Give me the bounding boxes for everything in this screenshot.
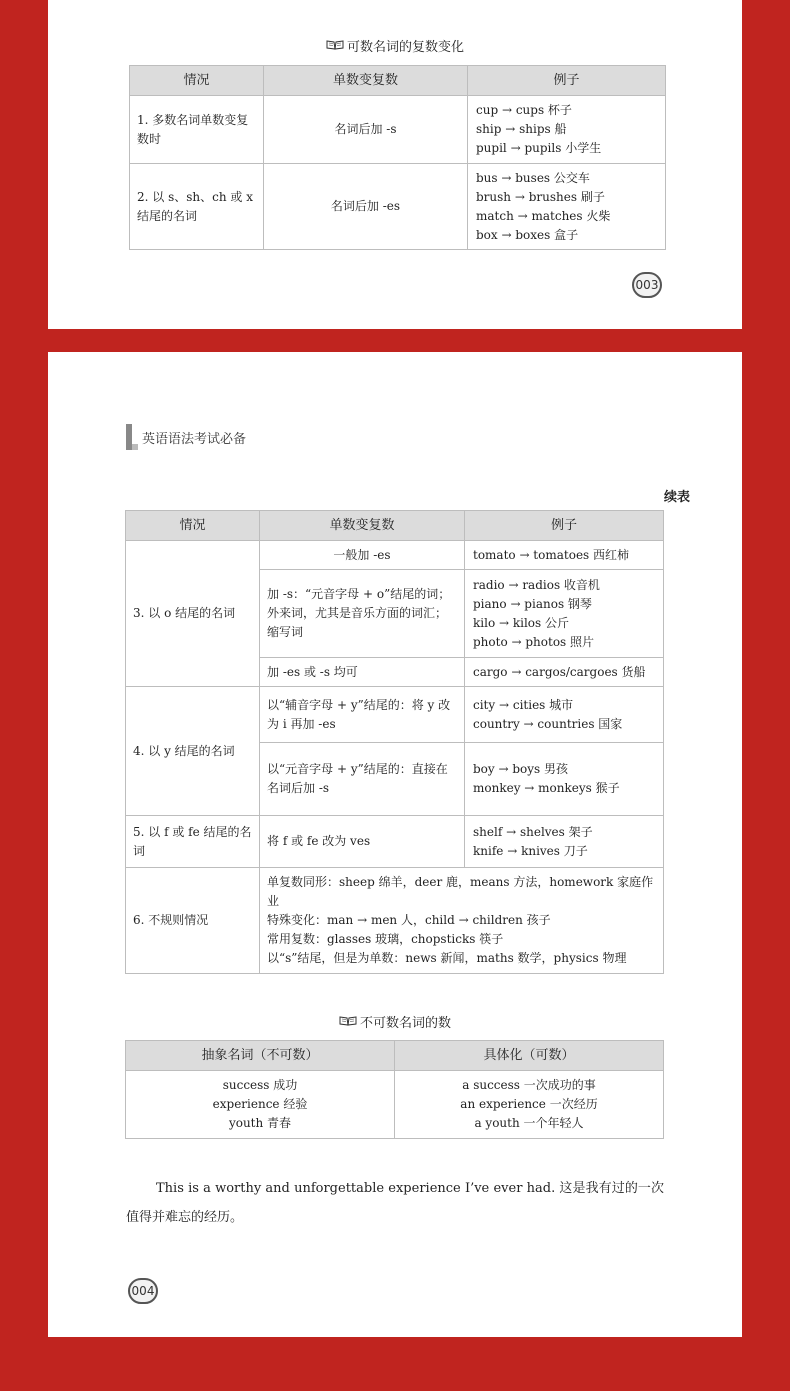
example-line: box → boxes 盒子 <box>476 227 579 242</box>
uncountable-noun-table <box>125 1040 664 1139</box>
page-number: 004 <box>128 1278 158 1304</box>
example-line: pupil → pupils 小学生 <box>476 141 602 155</box>
example-line: monkey → monkeys 猴子 <box>473 781 620 795</box>
book-icon <box>326 40 344 50</box>
header-examples: 例子 <box>465 511 664 541</box>
countable-plural-table <box>129 65 666 250</box>
irregular-rules-cell <box>260 868 664 974</box>
situation-cell: 1. 多数名词单数变复数时 <box>130 96 264 164</box>
table-row <box>130 164 666 250</box>
rule-cell: 以“元音字母 + y”结尾的：直接在名词后加 -s <box>260 743 465 816</box>
example-line: shelf → shelves 架子 <box>473 824 593 839</box>
example-line: tomato → tomatoes 西红柿 <box>473 547 630 562</box>
concrete-cell <box>395 1071 664 1139</box>
example-line: ship → ships 船 <box>476 122 567 136</box>
book-icon <box>339 1016 357 1026</box>
header-bar-accent-icon <box>132 444 138 450</box>
header-rule: 单数变复数 <box>260 511 465 541</box>
header-examples: 例子 <box>468 66 666 96</box>
example-line: country → countries 国家 <box>473 716 623 731</box>
rule-cell: 名词后加 -es <box>264 164 468 250</box>
table-row <box>126 816 664 868</box>
page-number: 003 <box>632 272 662 298</box>
example-line: bus → buses 公交车 <box>476 170 590 185</box>
situation-cell: 3. 以 o 结尾的名词 <box>126 541 260 687</box>
irregular-line: 单复数同形：sheep 绵羊，deer 鹿，means 方法，homework 家庭作业 <box>267 875 654 908</box>
header-rule: 单数变复数 <box>264 66 468 96</box>
situation-cell: 6. 不规则情况 <box>126 868 260 974</box>
rule-cell: 名词后加 -s <box>264 96 468 164</box>
page-004 <box>48 352 742 1337</box>
table-row <box>126 868 664 974</box>
examples-cell <box>465 658 664 687</box>
header-situation: 情况 <box>130 66 264 96</box>
situation-cell: 5. 以 f 或 fe 结尾的名词 <box>126 816 260 868</box>
rule-cell: 加 -es 或 -s 均可 <box>260 658 465 687</box>
example-line: match → matches 火柴 <box>476 208 611 223</box>
examples-cell <box>465 816 664 868</box>
irregular-line: 以“s”结尾，但是为单数：news 新闻，maths 数学，physics 物理 <box>267 951 627 965</box>
example-line: brush → brushes 刷子 <box>476 189 605 204</box>
section-title-text: 不可数名词的数 <box>359 1016 451 1031</box>
section-title-countable <box>48 36 742 55</box>
example-line: kilo → kilos 公斤 <box>473 615 570 630</box>
situation-cell: 4. 以 y 结尾的名词 <box>126 687 260 816</box>
examples-cell <box>465 687 664 743</box>
table-row <box>126 541 664 570</box>
abstract-cell <box>126 1071 395 1139</box>
book-header-title: 英语语法考试必备 <box>142 432 247 447</box>
example-line: piano → pianos 钢琴 <box>473 596 592 611</box>
header-situation: 情况 <box>126 511 260 541</box>
section-title-text: 可数名词的复数变化 <box>346 40 464 55</box>
examples-cell <box>465 541 664 570</box>
rule-cell: 加 -s：“元音字母 + o”结尾的词；外来词，尤其是音乐方面的词汇；缩写词 <box>260 570 465 658</box>
table-header-row <box>130 66 666 96</box>
table-row <box>126 1071 664 1139</box>
example-line: boy → boys 男孩 <box>473 762 569 776</box>
table-header-row <box>126 511 664 541</box>
countable-plural-table-continued <box>125 510 664 974</box>
situation-cell: 2. 以 s、sh、ch 或 x 结尾的名词 <box>130 164 264 250</box>
continued-label: 续表 <box>663 490 690 505</box>
section-title-uncountable <box>48 1012 742 1031</box>
example-line: cargo → cargos/cargoes 货船 <box>473 664 646 679</box>
irregular-line: 特殊变化：man → men 人，child → children 孩子 <box>267 913 551 927</box>
example-line: city → cities 城市 <box>473 697 574 712</box>
irregular-line: 常用复数：glasses 玻璃，chopsticks 筷子 <box>267 932 504 946</box>
table-row <box>126 687 664 743</box>
example-sentence: This is a worthy and unforgettable experience I’ve ever had. 这是我有过的一次值得并难忘的经历。 <box>126 1181 664 1225</box>
example-line: cup → cups 杯子 <box>476 103 572 117</box>
example-line: youth 青春 <box>228 1116 292 1130</box>
example-line: a youth 一个年轻人 <box>474 1116 584 1130</box>
table-row <box>130 96 666 164</box>
table-header-row <box>126 1041 664 1071</box>
examples-cell <box>468 164 666 250</box>
example-line: photo → photos 照片 <box>473 634 595 649</box>
examples-cell <box>465 743 664 816</box>
example-line: a success 一次成功的事 <box>462 1078 596 1092</box>
page-003 <box>48 0 742 329</box>
example-line: knife → knives 刀子 <box>473 843 588 858</box>
header-abstract: 抽象名词（不可数） <box>126 1041 395 1071</box>
examples-cell <box>465 570 664 658</box>
header-concrete: 具体化（可数） <box>395 1041 664 1071</box>
example-line: success 成功 <box>222 1078 298 1092</box>
rule-cell: 一般加 -es <box>260 541 465 570</box>
example-line: radio → radios 收音机 <box>473 577 600 592</box>
rule-cell: 以“辅音字母 + y”结尾的：将 y 改为 i 再加 -es <box>260 687 465 743</box>
example-line: experience 经验 <box>212 1097 308 1111</box>
example-line: an experience 一次经历 <box>460 1097 598 1111</box>
rule-cell: 将 f 或 fe 改为 ves <box>260 816 465 868</box>
examples-cell <box>468 96 666 164</box>
